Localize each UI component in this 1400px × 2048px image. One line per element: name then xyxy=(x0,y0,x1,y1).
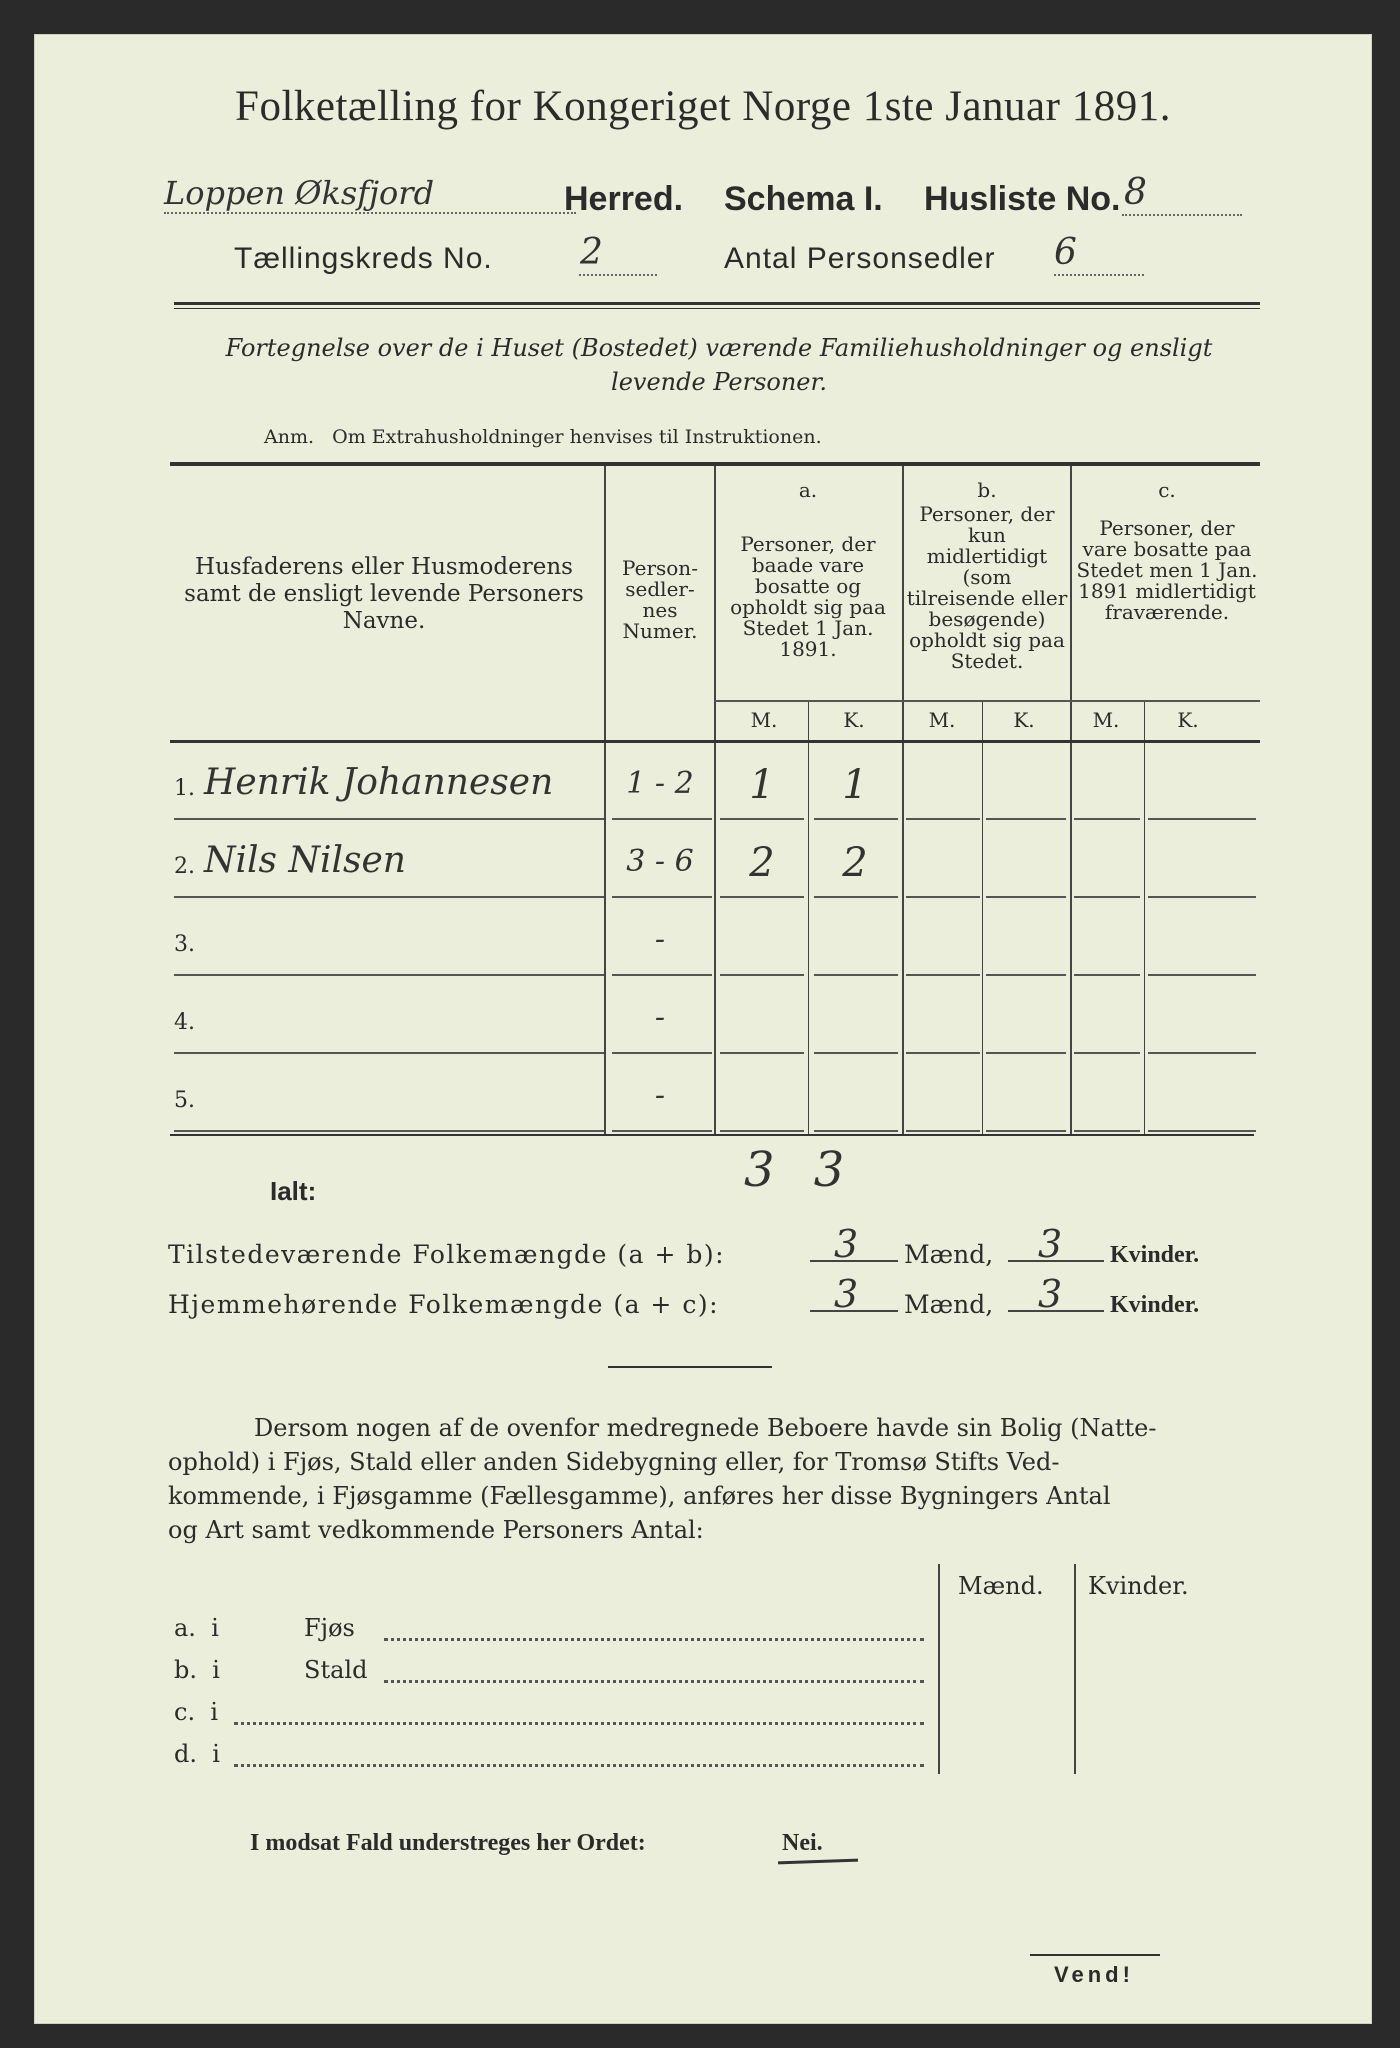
row-rule xyxy=(1074,1130,1140,1132)
row-rule xyxy=(986,896,1066,898)
row-rule xyxy=(1148,1130,1256,1132)
ialt-label: Ialt: xyxy=(270,1176,317,1206)
outb-line3: kommende, i Fjøsgamme (Fællesgamme), anføres her disse Bygningers Antal xyxy=(168,1482,1111,1510)
header-rule xyxy=(174,302,1260,305)
row-rule xyxy=(174,1052,604,1054)
outb-line1: Dersom nogen af de ovenfor medregnede Beboere havde sin Bolig (Natte- xyxy=(254,1414,1157,1442)
row-rule xyxy=(612,1052,712,1054)
row-rule xyxy=(174,974,604,976)
nei-word: Nei. xyxy=(782,1830,823,1856)
row-sedler-num: - xyxy=(654,1078,666,1113)
row-rule xyxy=(986,974,1066,976)
col-divider-3 xyxy=(902,466,904,1134)
a-m-label: M. xyxy=(750,708,778,732)
col-divider-2 xyxy=(714,466,716,1134)
row-rule xyxy=(906,818,980,820)
b-mk-divider xyxy=(982,702,983,1134)
vend-rule xyxy=(1030,1954,1160,1956)
husliste-number: 8 xyxy=(1124,172,1147,213)
outb-row-letter: d. i xyxy=(174,1740,220,1768)
c-mk-divider xyxy=(1144,702,1145,1134)
row-rule xyxy=(1148,974,1256,976)
row-rule xyxy=(720,1052,804,1054)
outb-row-letter: c. i xyxy=(174,1698,219,1726)
a-mk-divider xyxy=(808,702,809,1134)
husliste-label: Husliste No. xyxy=(924,180,1121,218)
outb-line4: og Art samt vedkommende Personers Antal: xyxy=(168,1516,704,1544)
antal-label: Antal Personsedler xyxy=(724,242,996,275)
herred-handwritten: Loppen Øksfjord xyxy=(164,174,435,212)
row-sedler-num: - xyxy=(654,922,666,957)
row-rule xyxy=(1074,818,1140,820)
row-rule xyxy=(612,974,712,976)
row-rule xyxy=(814,896,898,898)
col-divider-4 xyxy=(1070,466,1072,1134)
nei-underline xyxy=(778,1859,858,1865)
row-sedler-num: 1 - 2 xyxy=(626,766,694,801)
tilst-label: Tilstedeværende Folkemængde (a + b): xyxy=(168,1240,726,1269)
col-c-header: Personer, der vare bosatte paa Stedet men 1 Jan. 1891 midlertidigt fraværende. xyxy=(1076,516,1258,624)
row-number: 4. xyxy=(174,1010,195,1035)
row-rule xyxy=(1148,1052,1256,1054)
row-rule xyxy=(720,974,804,976)
row-rule xyxy=(814,974,898,976)
col-b-header: Personer, der kun midlertidigt (som tilreisende eller besøgende) opholdt sig paa Stedet. xyxy=(906,502,1068,673)
hjem-m-value: 3 xyxy=(834,1272,859,1316)
hjem-k-value: 3 xyxy=(1038,1272,1063,1316)
col-c-letter: c. xyxy=(1158,478,1176,502)
hjem-label: Hjemmehørende Folkemængde (a + c): xyxy=(168,1290,719,1319)
a-k-label: K. xyxy=(843,708,865,732)
row-rule xyxy=(814,1130,898,1132)
schema-label: Schema I. xyxy=(724,180,883,218)
outb-divider-2 xyxy=(1074,1564,1076,1774)
ialt-handwritten: 3 3 xyxy=(744,1142,857,1198)
row-name: Henrik Johannesen xyxy=(204,762,554,803)
row-rule xyxy=(174,896,604,898)
c-m-label: M. xyxy=(1092,708,1120,732)
table-bottom-rule xyxy=(170,1134,1254,1136)
antal-number: 6 xyxy=(1054,232,1077,273)
herred-label: Herred. xyxy=(564,180,684,218)
anm-note: Anm. Om Extrahusholdninger henvises til Instruktionen. xyxy=(264,426,822,448)
tilst-kvinder: Kvinder. xyxy=(1110,1242,1200,1268)
hjem-kvinder: Kvinder. xyxy=(1110,1292,1200,1318)
header-rule-thin xyxy=(174,308,1260,309)
row-rule xyxy=(906,896,980,898)
intro-line1: Fortegnelse over de i Huset (Bostedet) værende Familiehusholdninger og ensligt xyxy=(225,334,1213,362)
tilst-m-value: 3 xyxy=(834,1222,859,1266)
col-name-header: Husfaderens eller Husmoderens samt de ensligt levende Personers Navne. xyxy=(184,554,584,634)
row-rule xyxy=(174,1130,604,1132)
row-rule xyxy=(814,818,898,820)
row-rule xyxy=(720,1130,804,1132)
intro-line2: levende Personer. xyxy=(611,368,827,396)
tilst-k-value: 3 xyxy=(1038,1222,1063,1266)
hjem-maend: Mænd, xyxy=(904,1290,994,1319)
outb-maend-head: Mænd. xyxy=(958,1572,1044,1600)
form-title: Folketælling for Kongeriget Norge 1ste Januar 1891. xyxy=(235,83,1171,130)
row-a-m: 1 xyxy=(749,762,775,808)
row-rule xyxy=(1074,896,1140,898)
kreds-label: Tællingskreds No. xyxy=(234,242,493,275)
col-a-header: Personer, der baade vare bosatte og opholdt sig paa Stedet 1 Jan. 1891. xyxy=(730,532,886,661)
row-rule xyxy=(1148,896,1256,898)
col-num-header: Person-sedler-nes Numer. xyxy=(622,556,698,643)
row-rule xyxy=(174,818,604,820)
col-b-letter: b. xyxy=(977,478,997,502)
outb-dotted-leader xyxy=(384,1638,924,1641)
outb-dotted-leader xyxy=(384,1680,924,1683)
husliste-dotted-line xyxy=(1122,214,1242,216)
row-a-m: 2 xyxy=(749,840,775,886)
row-number: 5. xyxy=(174,1088,195,1113)
b-k-label: K. xyxy=(1013,708,1035,732)
b-m-label: M. xyxy=(928,708,956,732)
modsat-text: I modsat Fald understreges her Ordet: xyxy=(250,1830,646,1856)
vend-text: Vend! xyxy=(1054,1962,1134,1987)
row-rule xyxy=(814,1052,898,1054)
row-a-k: 2 xyxy=(842,840,868,886)
row-rule xyxy=(1074,1052,1140,1054)
outb-row-type: Stald xyxy=(304,1656,368,1684)
col-divider-1 xyxy=(604,466,606,1134)
row-number: 2. xyxy=(174,854,195,879)
row-rule xyxy=(986,1052,1066,1054)
separator xyxy=(608,1366,772,1368)
row-rule xyxy=(612,1130,712,1132)
row-rule xyxy=(1074,974,1140,976)
row-rule xyxy=(906,974,980,976)
row-rule xyxy=(906,1052,980,1054)
kreds-dotted-line xyxy=(579,274,657,276)
outb-row-type: Fjøs xyxy=(304,1614,355,1642)
outb-divider-1 xyxy=(938,1564,940,1774)
outb-row-letter: b. i xyxy=(174,1656,220,1684)
row-rule xyxy=(986,818,1066,820)
row-rule xyxy=(986,1130,1066,1132)
herred-dotted-line xyxy=(164,212,576,214)
outb-dotted-leader xyxy=(234,1722,924,1725)
census-form-page xyxy=(34,34,1372,2024)
c-k-label: K. xyxy=(1177,708,1199,732)
antal-dotted-line xyxy=(1054,274,1144,276)
row-rule xyxy=(720,818,804,820)
row-rule xyxy=(906,1130,980,1132)
row-rule xyxy=(612,896,712,898)
row-sedler-num: 3 - 6 xyxy=(626,844,694,879)
row-rule xyxy=(1148,818,1256,820)
header-bottom-rule xyxy=(170,740,1260,743)
row-name: Nils Nilsen xyxy=(204,840,406,881)
col-a-letter: a. xyxy=(798,478,818,502)
row-number: 3. xyxy=(174,932,195,957)
outb-row-letter: a. i xyxy=(174,1614,219,1642)
outb-dotted-leader xyxy=(234,1764,924,1767)
row-number: 1. xyxy=(174,776,195,801)
row-rule xyxy=(612,818,712,820)
row-rule xyxy=(720,896,804,898)
row-sedler-num: - xyxy=(654,1000,666,1035)
mk-top-rule xyxy=(714,700,1260,702)
row-a-k: 1 xyxy=(842,762,868,808)
tilst-maend: Mænd, xyxy=(904,1240,994,1269)
kreds-number: 2 xyxy=(580,232,603,273)
outb-kvinder-head: Kvinder. xyxy=(1088,1572,1189,1600)
outb-line2: ophold) i Fjøs, Stald eller anden Sidebygning eller, for Tromsø Stifts Ved- xyxy=(168,1448,1060,1476)
